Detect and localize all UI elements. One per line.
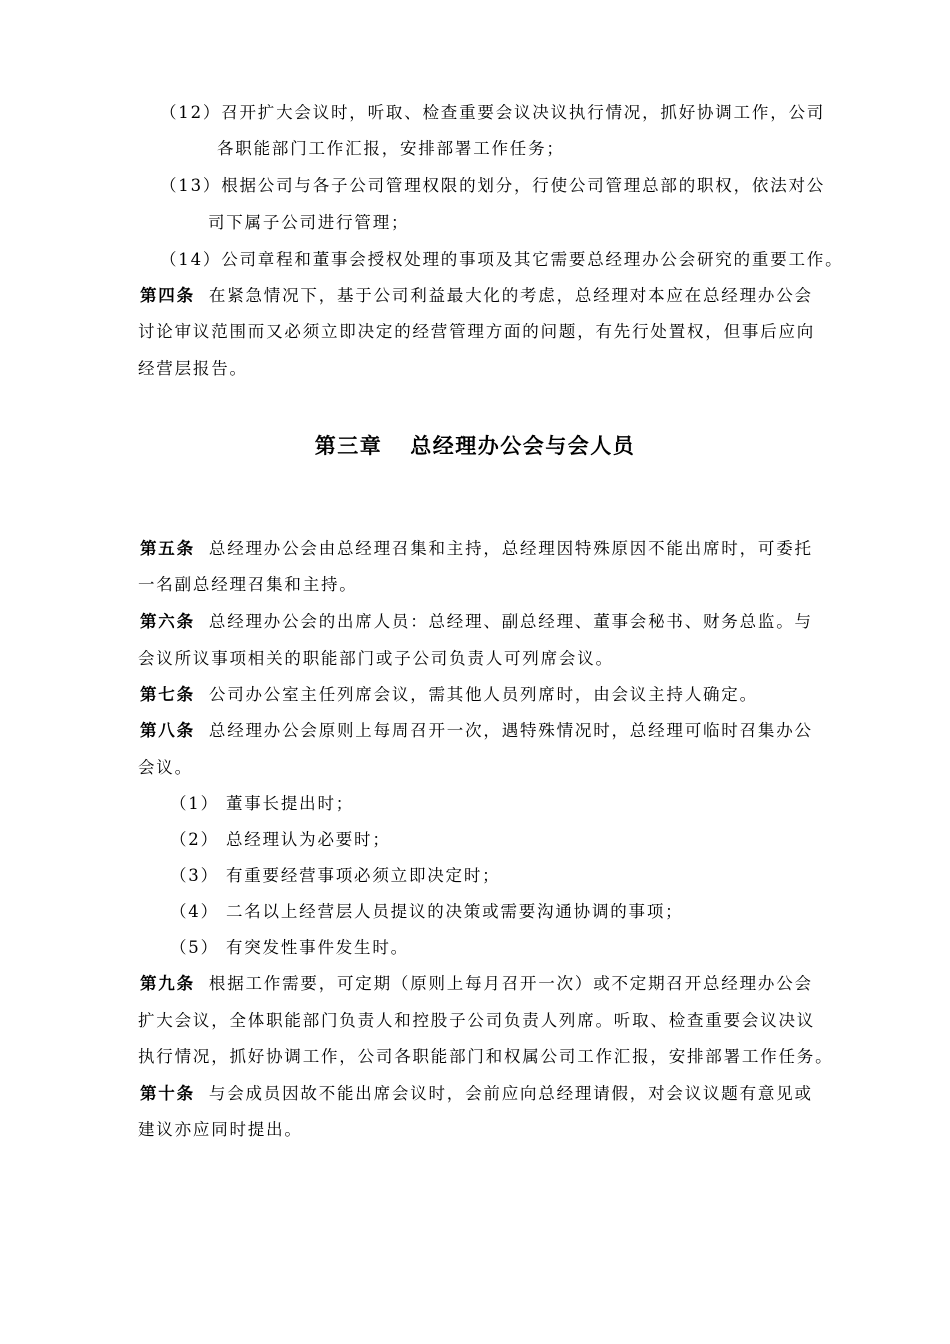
item-13-line2: 司下属子公司进行管理；: [208, 213, 410, 232]
article-5: [140, 531, 813, 567]
article-10-line1: 与会成员因故不能出席会议时，会前应向总经理请假，对会议议题有意见或: [208, 1084, 813, 1103]
article-8-subitem: （3） 有重要经营事项必须立即决定时；: [170, 866, 501, 885]
article-9: [140, 966, 813, 1002]
chapter-heading: [0, 430, 950, 460]
article-10-line2: 建议亦应同时提出。: [138, 1120, 303, 1139]
article-10: [140, 1076, 813, 1112]
article-6-line2: 会议所议事项相关的职能部门或子公司负责人可列席会议。: [138, 649, 614, 668]
item-14-line1: （14）公司章程和董事会授权处理的事项及其它需要总经理办公会研究的重要工作。: [160, 250, 844, 269]
article-4-line3: 经营层报告。: [138, 359, 248, 378]
article-6-label: 第六条: [140, 612, 195, 631]
article-8-line1: 总经理办公会原则上每周召开一次，遇特殊情况时，总经理可临时召集办公: [208, 721, 813, 740]
article-5-line1: 总经理办公会由总经理召集和主持，总经理因特殊原因不能出席时，可委托: [208, 539, 813, 558]
article-8-subitem: （1） 董事长提出时；: [170, 794, 355, 813]
item-12-line2: 各职能部门工作汇报，安排部署工作任务；: [217, 139, 565, 158]
article-8: [140, 713, 813, 749]
article-6-line1: 总经理办公会的出席人员：总经理、副总经理、董事会秘书、财务总监。与: [208, 612, 813, 631]
article-8-subitem: （2） 总经理认为必要时；: [170, 830, 391, 849]
article-7: [140, 677, 758, 713]
chapter-number: 第三章: [314, 433, 383, 458]
article-8-subitem: （4） 二名以上经营层人员提议的决策或需要沟通协调的事项；: [170, 902, 684, 921]
article-4: [140, 278, 813, 314]
article-4-line1: 在紧急情况下，基于公司利益最大化的考虑，总经理对本应在总经理办公会: [208, 286, 813, 305]
article-8-label: 第八条: [140, 721, 195, 740]
article-8-line2: 会议。: [138, 758, 193, 777]
article-6: [140, 604, 813, 640]
article-4-label: 第四条: [140, 286, 195, 305]
article-9-label: 第九条: [140, 974, 195, 993]
article-4-line2: 讨论审议范围而又必须立即决定的经营管理方面的问题，有先行处置权，但事后应向: [138, 322, 816, 341]
article-10-label: 第十条: [140, 1084, 195, 1103]
item-13-line1: （13）根据公司与各子公司管理权限的划分，行使公司管理总部的职权，依法对公: [160, 176, 826, 195]
article-8-subitem: （5） 有突发性事件发生时。: [170, 938, 409, 957]
article-5-label: 第五条: [140, 539, 195, 558]
article-9-line2: 扩大会议，全体职能部门负责人和控股子公司负责人列席。听取、检查重要会议决议: [138, 1011, 816, 1030]
article-9-line1: 根据工作需要，可定期（原则上每月召开一次）或不定期召开总经理办公会: [208, 974, 813, 993]
article-5-line2: 一名副总经理召集和主持。: [138, 575, 358, 594]
item-12-line1: （12）召开扩大会议时，听取、检查重要会议决议执行情况，抓好协调工作，公司: [160, 103, 826, 122]
article-7-label: 第七条: [140, 685, 195, 704]
article-9-line3: 执行情况，抓好协调工作，公司各职能部门和权属公司工作汇报，安排部署工作任务。: [138, 1047, 834, 1066]
chapter-title: 总经理办公会与会人员: [410, 433, 636, 458]
article-7-line1: 公司办公室主任列席会议，需其他人员列席时，由会议主持人确定。: [208, 685, 758, 704]
